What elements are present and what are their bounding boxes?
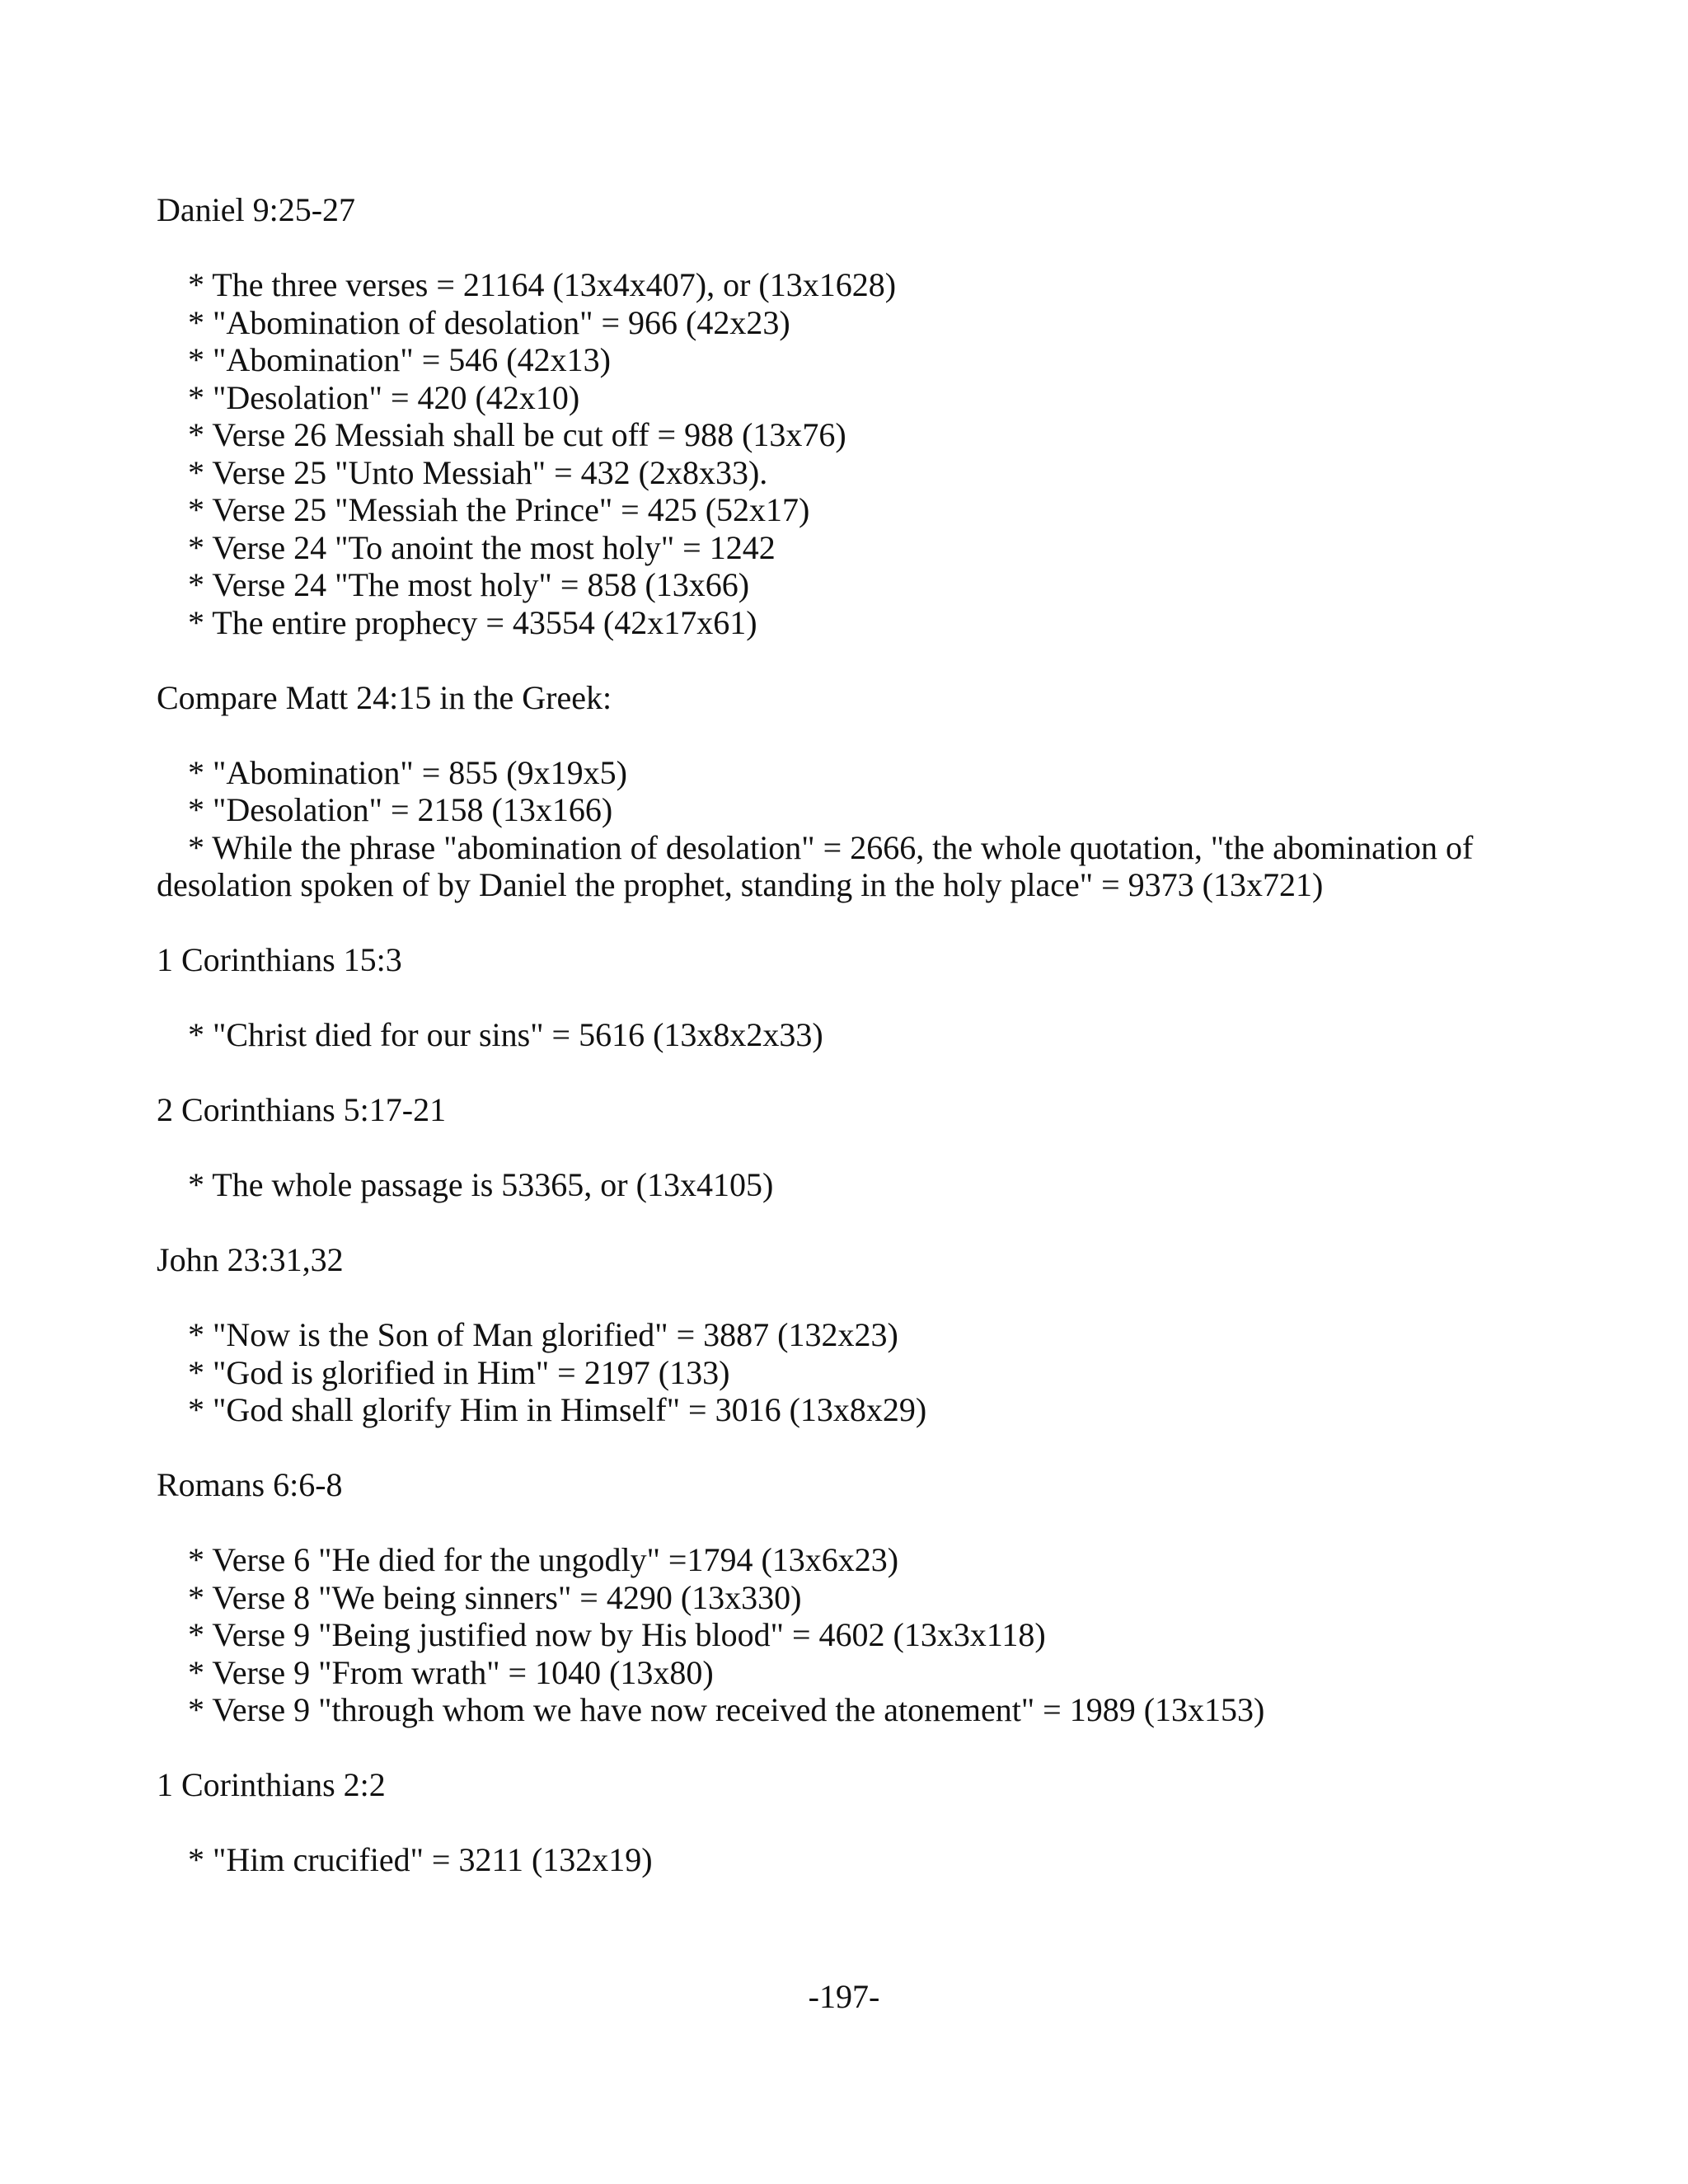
item-list: [157, 266, 1541, 641]
list-item: * Verse 9 "From wrath" = 1040 (13x80): [157, 1654, 1541, 1692]
item-list: [157, 1166, 1541, 1204]
section-heading: 1 Corinthians 15:3: [157, 941, 402, 978]
list-item: * While the phrase "abomination of desolation" = 2666, the whole quotation, "the abomination of desolation spoken of by Daniel the prophet, standing in the holy place" = 9373 (13x721): [157, 829, 1541, 904]
list-item: * "Now is the Son of Man glorified" = 3887 (132x23): [157, 1316, 1541, 1354]
section-heading: 2 Corinthians 5:17-21: [157, 1091, 447, 1128]
section-heading: John 23:31,32: [157, 1241, 344, 1278]
list-item: * "Desolation" = 420 (42x10): [157, 379, 1541, 417]
item-list: [157, 1541, 1541, 1729]
list-item: * "Abomination of desolation" = 966 (42x23): [157, 304, 1541, 342]
item-list: [157, 1316, 1541, 1429]
list-item: * "Abomination" = 855 (9x19x5): [157, 754, 1541, 792]
section-heading: 1 Corinthians 2:2: [157, 1766, 386, 1803]
list-item: * Verse 8 "We being sinners" = 4290 (13x330): [157, 1579, 1541, 1617]
section-heading: Romans 6:6-8: [157, 1466, 343, 1503]
list-item: * "Desolation" = 2158 (13x166): [157, 791, 1541, 829]
list-item: * Verse 6 "He died for the ungodly" =1794 (13x6x23): [157, 1541, 1541, 1579]
list-item: * The three verses = 21164 (13x4x407), or (13x1628): [157, 266, 1541, 304]
list-item: * "Abomination" = 546 (42x13): [157, 341, 1541, 379]
list-item: * Verse 24 "The most holy" = 858 (13x66): [157, 566, 1541, 604]
list-item: * Verse 9 "through whom we have now received the atonement" = 1989 (13x153): [157, 1691, 1541, 1729]
list-item: * The whole passage is 53365, or (13x4105): [157, 1166, 1541, 1204]
list-item: * Verse 24 "To anoint the most holy" = 1242: [157, 529, 1541, 567]
list-item: * "Him crucified" = 3211 (132x19): [157, 1841, 1541, 1879]
section-heading: Daniel 9:25-27: [157, 191, 356, 228]
list-item: * The entire prophecy = 43554 (42x17x61): [157, 604, 1541, 642]
item-list: [157, 1016, 1541, 1054]
document-body: [157, 191, 1541, 1916]
item-list: [157, 1841, 1541, 1879]
list-item: * Verse 25 "Messiah the Prince" = 425 (52x17): [157, 491, 1541, 529]
list-item: * Verse 26 Messiah shall be cut off = 988 (13x76): [157, 416, 1541, 454]
list-item: * Verse 25 "Unto Messiah" = 432 (2x8x33).: [157, 454, 1541, 492]
page-number: -197-: [808, 1978, 880, 2015]
list-item: * Verse 9 "Being justified now by His blood" = 4602 (13x3x118): [157, 1616, 1541, 1654]
item-list: [157, 754, 1541, 904]
list-item: * "God shall glorify Him in Himself" = 3016 (13x8x29): [157, 1391, 1541, 1429]
section-heading: Compare Matt 24:15 in the Greek:: [157, 678, 612, 716]
list-item: * "Christ died for our sins" = 5616 (13x8x2x33): [157, 1016, 1541, 1054]
list-item: * "God is glorified in Him" = 2197 (133): [157, 1354, 1541, 1392]
